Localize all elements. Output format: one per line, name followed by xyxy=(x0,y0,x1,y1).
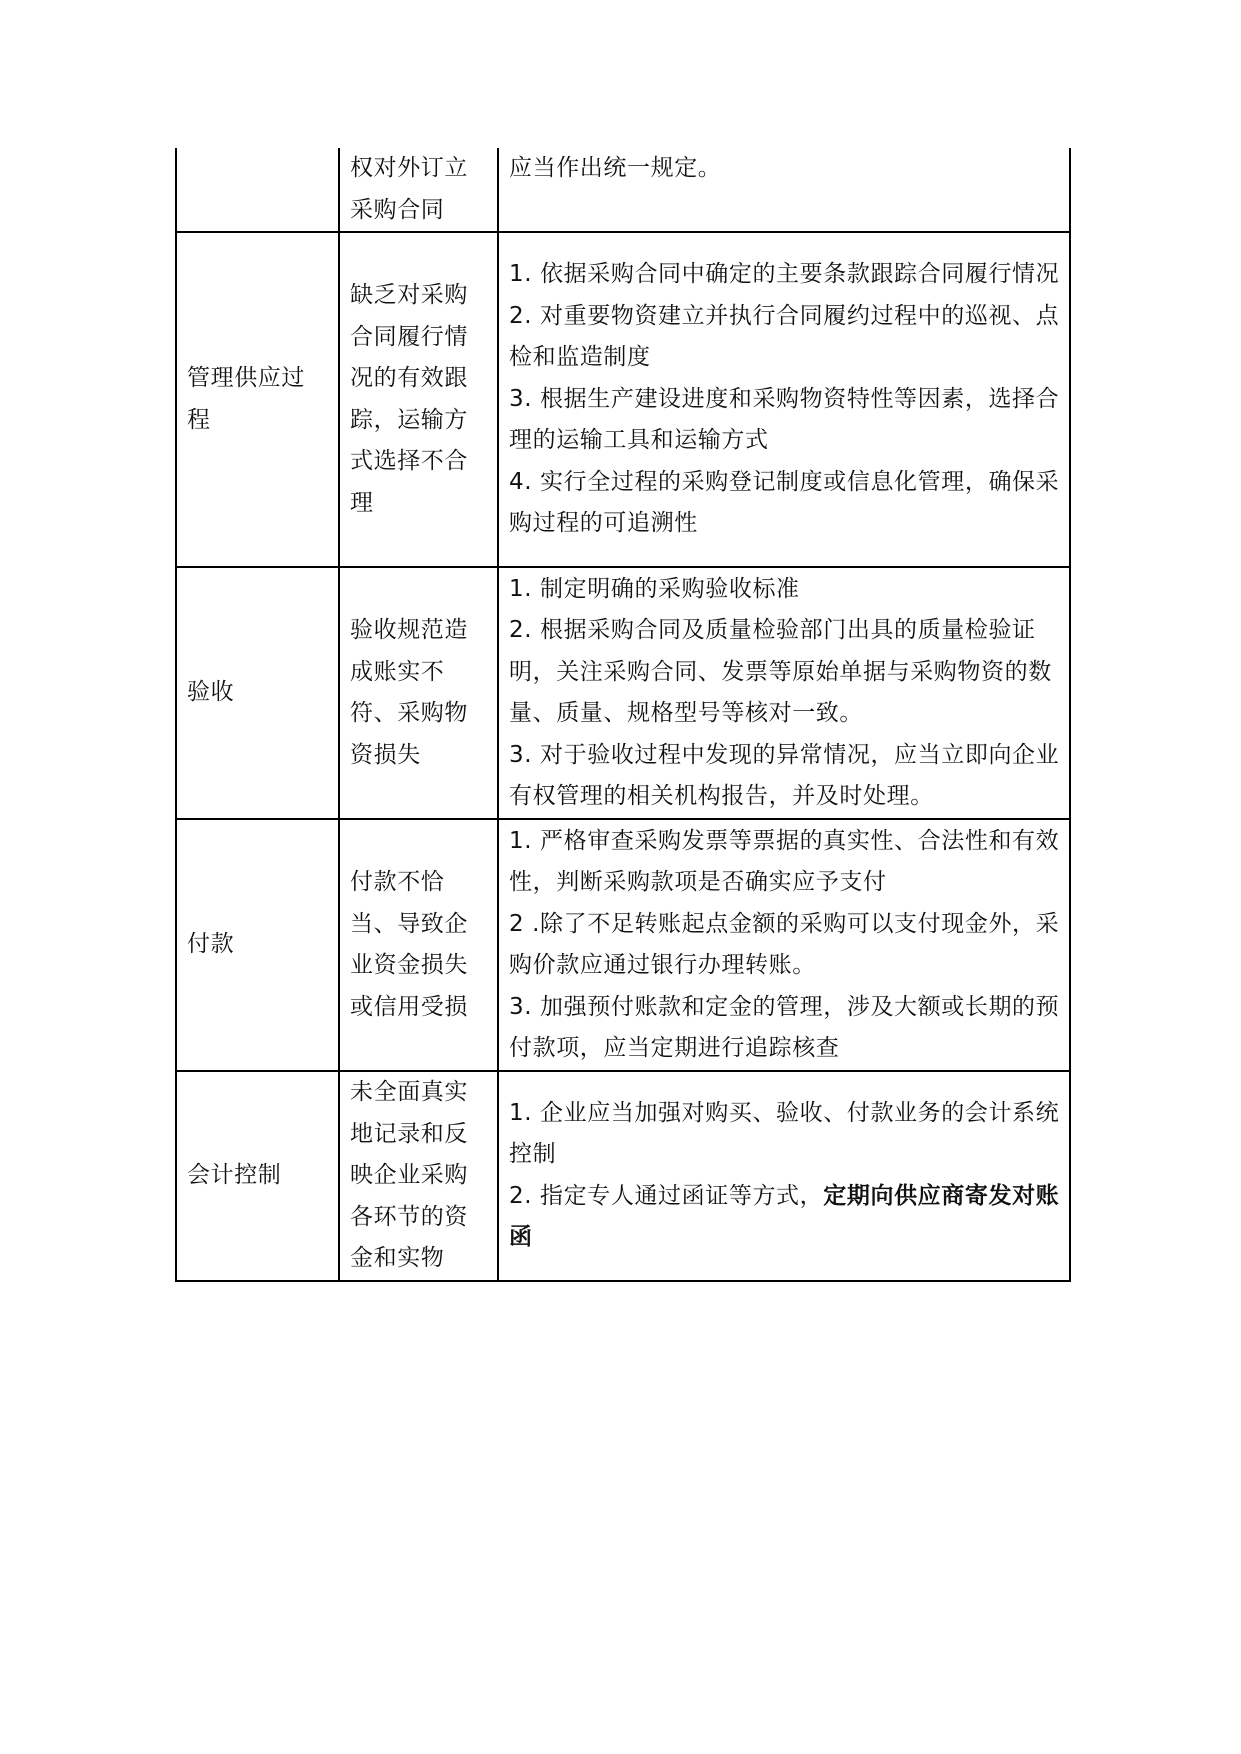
measure-item: 4. 实行全过程的采购登记制度或信息化管理，确保采购过程的可追溯性 xyxy=(509,468,1060,537)
measure-item xyxy=(509,1176,1065,1259)
stage-cell: 管理供应过程 xyxy=(176,232,339,567)
measures-cell xyxy=(498,819,1070,1071)
measure-item: 1. 依据采购合同中确定的主要条款跟踪合同履行情况 xyxy=(509,261,1060,288)
procurement-control-table xyxy=(175,148,1071,1282)
risk-cell: 缺乏对采购合同履行情况的有效跟踪，运输方式选择不合理 xyxy=(339,232,498,567)
measure-item: 2. 对重要物资建立并执行合同履约过程中的巡视、点检和监造制度 xyxy=(509,302,1060,371)
table-row xyxy=(176,819,1070,1071)
table-row xyxy=(176,232,1070,567)
measures-cell xyxy=(498,1071,1070,1281)
stage-cell: 验收 xyxy=(176,567,339,819)
risk-cell: 付款不恰当、导致企业资金损失或信用受损 xyxy=(339,819,498,1071)
table-row xyxy=(176,567,1070,819)
measure-item: 1. 制定明确的采购验收标准 xyxy=(509,575,800,602)
risk-cell: 验收规范造成账实不符、采购物资损失 xyxy=(339,567,498,819)
measures-cell xyxy=(498,148,1070,232)
measure-item: 应当作出统一规定。 xyxy=(509,155,722,181)
stage-cell xyxy=(176,148,339,232)
risk-cell: 权对外订立采购合同 xyxy=(339,148,498,232)
measure-item: 2 .除了不足转账起点金额的采购可以支付现金外，采购价款应通过银行办理转账。 xyxy=(509,910,1060,978)
measure-item: 3. 加强预付账款和定金的管理，涉及大额或长期的预付款项，应当定期进行追踪核查 xyxy=(509,993,1060,1061)
measures-cell xyxy=(498,232,1070,567)
risk-cell: 未全面真实地记录和反映企业采购各环节的资金和实物 xyxy=(339,1071,498,1281)
measure-bold-text: 定期向供应商寄发对账函 xyxy=(509,1182,1060,1251)
table-row xyxy=(176,1071,1070,1281)
measures-cell xyxy=(498,567,1070,819)
measure-prefix: 2. 指定专人通过函证等方式， xyxy=(509,1182,824,1209)
measure-item: 2. 根据采购合同及质量检验部门出具的质量检验证明，关注采购合同、发票等原始单据与采购物资的数量、质量、规格型号等核对一致。 xyxy=(509,617,1052,726)
measure-item: 3. 根据生产建设进度和采购物资特性等因素，选择合理的运输工具和运输方式 xyxy=(509,385,1060,454)
table-row xyxy=(176,148,1070,232)
measure-item: 1. 企业应当加强对购买、验收、付款业务的会计系统控制 xyxy=(509,1099,1060,1168)
measure-item: 1. 严格审查采购发票等票据的真实性、合法性和有效性，判断采购款项是否确实应予支付 xyxy=(509,827,1060,895)
stage-cell: 付款 xyxy=(176,819,339,1071)
stage-cell: 会计控制 xyxy=(176,1071,339,1281)
measure-item: 3. 对于验收过程中发现的异常情况，应当立即向企业有权管理的相关机构报告，并及时处理。 xyxy=(509,741,1060,809)
